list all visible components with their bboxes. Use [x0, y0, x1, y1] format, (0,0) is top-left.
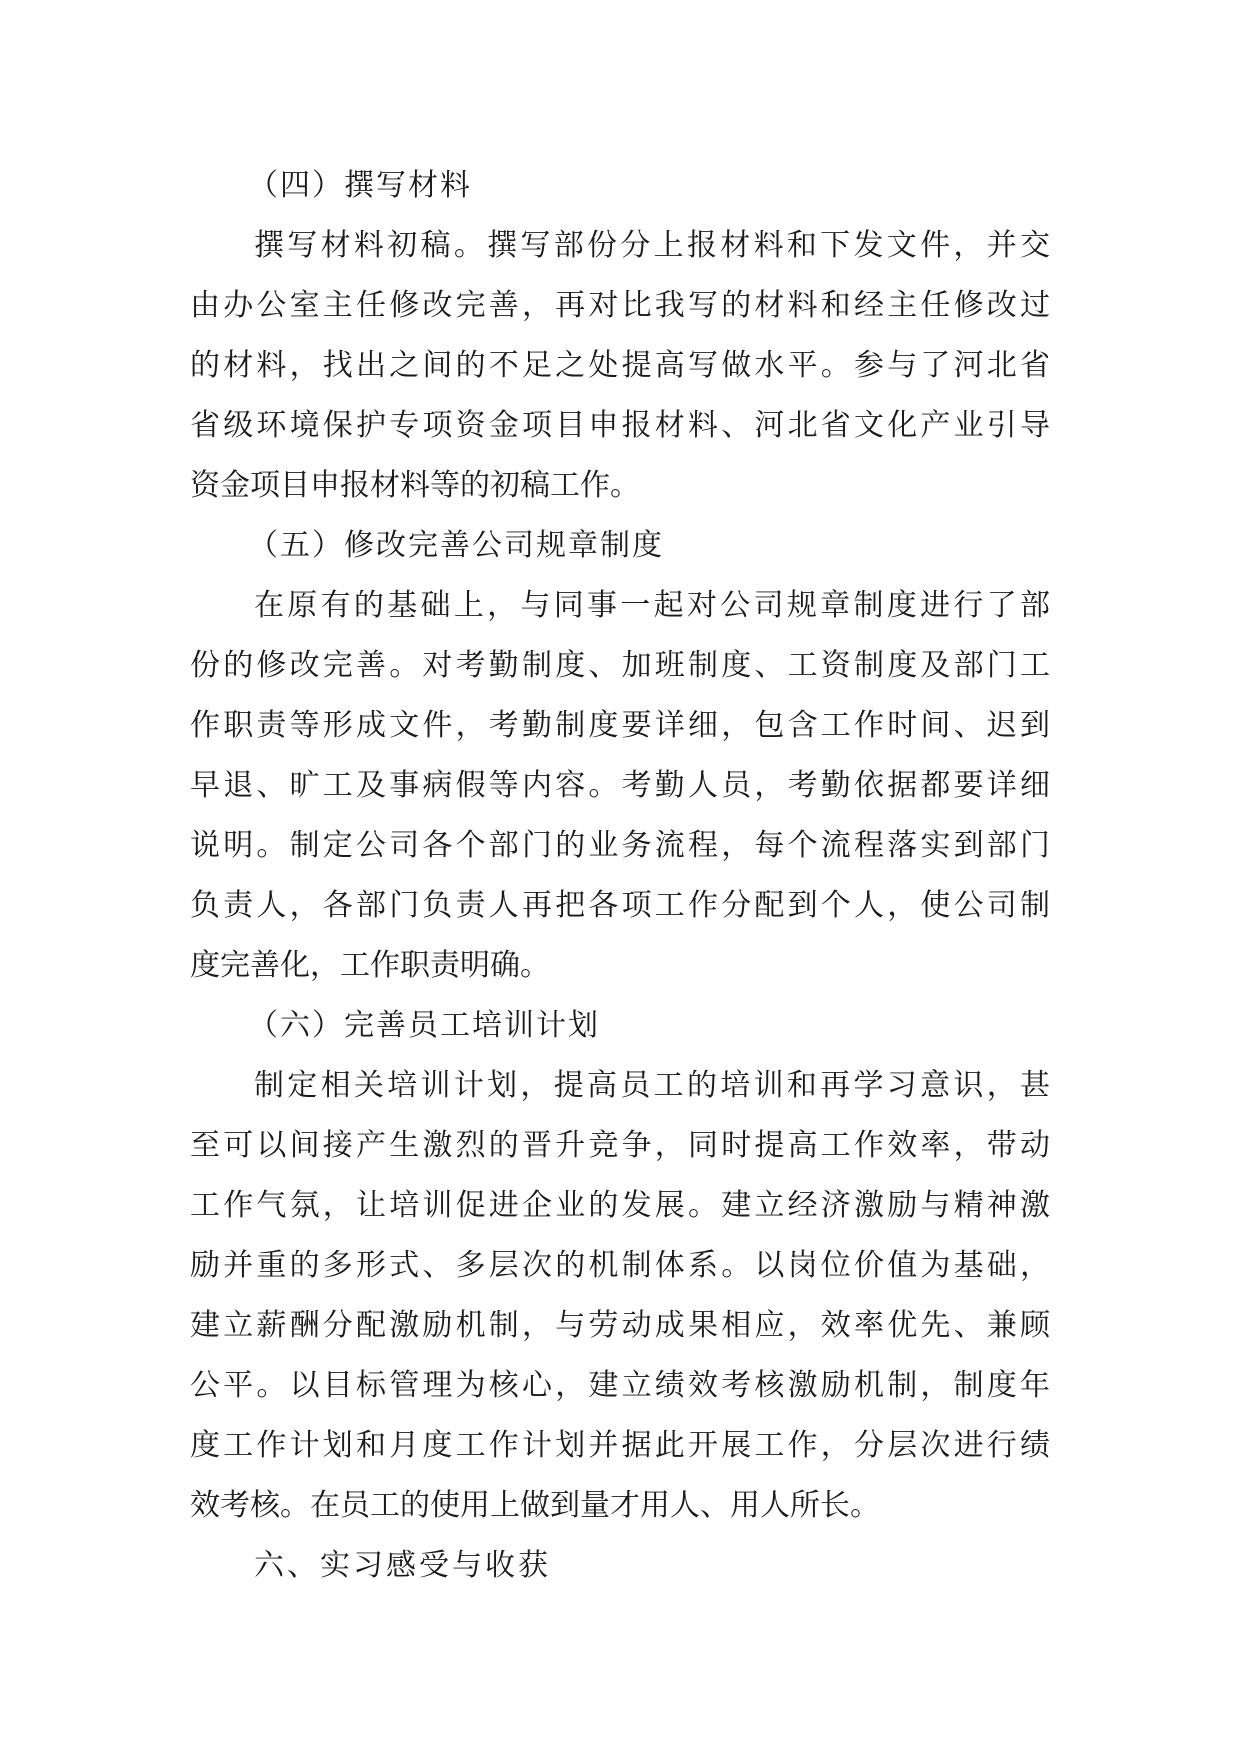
paragraph-line: 份的修改完善。对考勤制度、加班制度、工资制度及部门工: [190, 648, 1050, 683]
paragraph-line: 至可以间接产生激烈的晋升竞争，同时提高工作效率，带动: [190, 1128, 1050, 1163]
paragraph-line: 度完善化，工作职责明确。: [190, 948, 550, 983]
paragraph-line: 省级环境保护专项资金项目申报材料、河北省文化产业引导: [190, 408, 1050, 443]
paragraph-line: 在原有的基础上，与同事一起对公司规章制度进行了部: [254, 588, 1050, 623]
paragraph-line: 效考核。在员工的使用上做到量才用人、用人所长。: [190, 1488, 880, 1523]
section-heading-4: （四）撰写材料: [248, 168, 472, 203]
paragraph-line: 由办公室主任修改完善，再对比我写的材料和经主任修改过: [190, 288, 1050, 323]
paragraph-line: 的材料，找出之间的不足之处提高写做水平。参与了河北省: [190, 348, 1050, 383]
paragraph-line: 撰写材料初稿。撰写部份分上报材料和下发文件，并交: [254, 228, 1050, 263]
paragraph-line: 公平。以目标管理为核心，建立绩效考核激励机制，制度年: [190, 1368, 1050, 1403]
section-heading-5: （五）修改完善公司规章制度: [248, 528, 664, 563]
paragraph-line: 建立薪酬分配激励机制，与劳动成果相应，效率优先、兼顾: [190, 1308, 1050, 1343]
chapter-heading-6: 六、实习感受与收获: [254, 1548, 551, 1583]
paragraph-line: 资金项目申报材料等的初稿工作。: [190, 468, 640, 503]
document-body: [190, 156, 1050, 1596]
paragraph-line: 制定相关培训计划，提高员工的培训和再学习意识，甚: [254, 1068, 1050, 1103]
paragraph-line: 作职责等形成文件，考勤制度要详细，包含工作时间、迟到: [190, 708, 1050, 743]
paragraph-line: 度工作计划和月度工作计划并据此开展工作，分层次进行绩: [190, 1428, 1050, 1463]
section-heading-6: （六）完善员工培训计划: [248, 1008, 600, 1043]
paragraph-line: 工作气氛，让培训促进企业的发展。建立经济激励与精神激: [190, 1188, 1050, 1223]
paragraph-line: 负责人，各部门负责人再把各项工作分配到个人，使公司制: [190, 888, 1050, 923]
paragraph-line: 早退、旷工及事病假等内容。考勤人员，考勤依据都要详细: [190, 768, 1050, 803]
paragraph-line: 励并重的多形式、多层次的机制体系。以岗位价值为基础，: [190, 1248, 1050, 1283]
paragraph-line: 说明。制定公司各个部门的业务流程，每个流程落实到部门: [190, 828, 1050, 863]
